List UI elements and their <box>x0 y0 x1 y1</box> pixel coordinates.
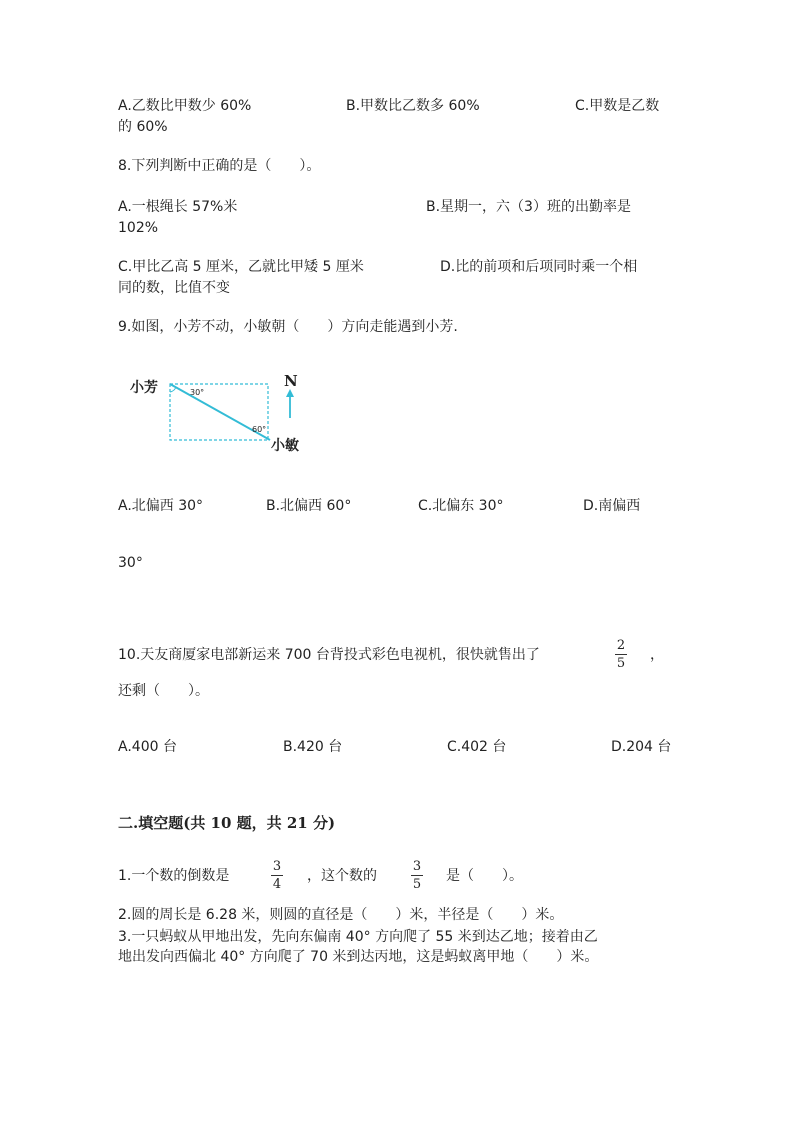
q10-fraction <box>615 638 627 671</box>
fill1-text-before: 1.一个数的倒数是 <box>118 868 230 884</box>
q8-stem: 8.下列判断中正确的是（ ）。 <box>118 158 321 174</box>
fill1-fraction-1 <box>271 859 283 892</box>
label-xiaofang: 小芳 <box>130 380 158 396</box>
fill1-fraction-2 <box>411 859 423 892</box>
fraction-denominator: 4 <box>272 877 282 892</box>
fraction-numerator: 2 <box>616 638 626 653</box>
q7-option-c-continued: 的 60% <box>118 119 168 135</box>
q9-stem: 9.如图，小芳不动，小敏朝（ ）方向走能遇到小芳. <box>118 319 458 335</box>
fraction-denominator: 5 <box>412 877 422 892</box>
q9-option-c: C.北偏东 30° <box>418 498 504 514</box>
q8-option-d: D.比的前项和后项同时乘一个相 <box>440 259 638 275</box>
angle-label-bottom: 60° <box>252 425 267 434</box>
fill3-text-line1: 3.一只蚂蚁从甲地出发，先向东偏南 40° 方向爬了 55 米到达乙地；接着由乙 <box>118 929 598 945</box>
fill1-text-middle: ，这个数的 <box>307 868 377 884</box>
label-xiaomin: 小敏 <box>271 438 299 454</box>
q9-option-d: D.南偏西 <box>583 498 641 514</box>
fraction-numerator: 3 <box>412 859 422 874</box>
q8-option-d-continued: 同的数，比值不变 <box>118 280 230 296</box>
angle-label-top: 30° <box>190 388 205 397</box>
q8-option-b-continued: 102% <box>118 220 159 236</box>
q7-option-a: A.乙数比甲数少 60% <box>118 98 252 114</box>
q9-option-d-continued: 30° <box>118 555 143 571</box>
q9-direction-diagram <box>130 368 320 462</box>
fill3-text-line2: 地出发向西偏北 40° 方向爬了 70 米到达丙地，这是蚂蚁离甲地（ ）米。 <box>118 949 599 965</box>
q10-option-b: B.420 台 <box>283 739 343 755</box>
fraction-numerator: 3 <box>272 859 282 874</box>
q10-stem-comma: ， <box>650 647 664 663</box>
fraction-bar <box>615 654 627 655</box>
fill1-text-after: 是（ ）。 <box>446 868 523 884</box>
section-heading: 二.填空题(共 10 题，共 21 分) <box>118 814 336 832</box>
q9-option-a: A.北偏西 30° <box>118 498 204 514</box>
q9-option-b: B.北偏西 60° <box>266 498 352 514</box>
q8-option-c: C.甲比乙高 5 厘米，乙就比甲矮 5 厘米 <box>118 259 364 275</box>
q7-option-c: C.甲数是乙数 <box>575 98 660 114</box>
q8-option-b: B.星期一，六（3）班的出勤率是 <box>426 199 631 215</box>
q10-stem-line2: 还剩（ ）。 <box>118 683 209 699</box>
north-label: N <box>284 372 298 390</box>
fraction-denominator: 5 <box>616 656 626 671</box>
q7-option-b: B.甲数比乙数多 60% <box>346 98 480 114</box>
fraction-bar <box>411 875 423 876</box>
fill2-text: 2.圆的周长是 6.28 米，则圆的直径是（ ）米，半径是（ ）米。 <box>118 907 564 923</box>
q10-option-c: C.402 台 <box>447 739 507 755</box>
q10-stem: 10.天友商厦家电部新运来 700 台背投式彩色电视机，很快就售出了 <box>118 647 540 663</box>
fraction-bar <box>271 875 283 876</box>
q8-option-a: A.一根绳长 57%米 <box>118 199 238 215</box>
q10-option-d: D.204 台 <box>611 739 672 755</box>
q10-option-a: A.400 台 <box>118 739 177 755</box>
